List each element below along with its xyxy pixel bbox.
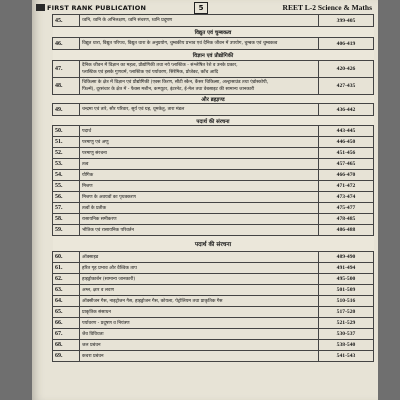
chapter-topic-line: हाइड्रोकार्बन (सामान्य जानकारी) — [82, 276, 136, 282]
chapter-topic-line: पर्यावरण - प्रदूषण व नियंत्रण — [82, 320, 130, 326]
contents-row — [53, 15, 374, 27]
contents-row — [53, 307, 374, 318]
page-range: 486-488 — [319, 225, 374, 236]
page-range: 501-509 — [319, 285, 374, 296]
page-range: 473-474 — [319, 192, 374, 203]
chapter-number: 57. — [53, 203, 80, 214]
chapter-topic — [80, 78, 319, 95]
chapter-topic — [80, 285, 319, 296]
section-heading: और ब्रह्माण्ड — [53, 95, 374, 104]
chapter-number: 54. — [53, 170, 80, 181]
page-range: 489-490 — [319, 252, 374, 263]
section-heading: विज्ञान एवं प्रौद्योगिकी — [53, 50, 374, 61]
chapter-topic-line: हरित गृह प्रभाव और वैश्विक ताप — [82, 265, 137, 271]
chapter-number: 64. — [53, 296, 80, 307]
chapter-topic-line: भौतिक एवं रासायनिक परिवर्तन — [82, 227, 134, 233]
page-range: 427-435 — [319, 78, 374, 95]
chapter-topic-line: ऑक्सीजन गैस, नाइट्रोजन गैस, हाइड्रोजन गैस, कोयला, पेट्रोलियम तथा प्राकृतिक गैस — [82, 298, 223, 304]
chapter-number: 47. — [53, 61, 80, 78]
page-range: 406-419 — [319, 38, 374, 50]
section-heading: पदार्थ की संरचना — [53, 116, 374, 126]
page-range: 491-494 — [319, 263, 374, 274]
chapter-topic-line: विद्युत धारा, विद्युत परिपथ, विद्युत धारा के अनुप्रयोग, चुम्बकीय प्रभाव एवं दैनिक जीवन में उपयोग, चुम्बक एवं चुम्बकत्व — [82, 41, 278, 46]
chapter-number: 50. — [53, 126, 80, 137]
chapter-topic-line: रासायनिक समीकरण — [82, 216, 117, 222]
chapter-topic-line: तत्व — [82, 161, 89, 167]
section-heading-row — [53, 50, 374, 61]
chapter-topic-line: फिल्में), दूरसंचार के क्षेत्र में - फैक्स मशीन, कम्प्यूटर, इंटरनेट, ई-मेल तथा वेबसाइट की सामान्य जानकारी — [82, 87, 255, 92]
section-heading-row — [53, 236, 374, 252]
contents-row — [53, 263, 374, 274]
chapter-topic-line: परमाणु संरचना — [82, 150, 107, 156]
chapter-topic — [80, 225, 319, 236]
contents-row — [53, 104, 374, 116]
chapter-topic — [80, 148, 319, 159]
chapter-number: 45. — [53, 15, 80, 27]
chapter-topic — [80, 351, 319, 362]
chapter-topic-line: चन्द्रमा एवं तारे, सौर परिवार, सूर्य एवं ग्रह, धूमकेतु, तारा मंडल — [82, 107, 185, 112]
page-range: 451-456 — [319, 148, 374, 159]
chapter-topic — [80, 318, 319, 329]
page-header — [34, 2, 376, 14]
publisher-name — [36, 4, 146, 12]
page-range: 457-465 — [319, 159, 374, 170]
page-range: 475-477 — [319, 203, 374, 214]
book-page — [32, 0, 378, 400]
chapter-topic-line: चिकित्सा के क्षेत्र में विज्ञान एवं प्रौद्योगिकी (एक्स किरण, सीटी स्कैन, कैंसर चिकित्सा, अल्ट्रासाउंड तथा एंडोस्कोपी, — [82, 80, 269, 85]
chapter-number: 66. — [53, 318, 80, 329]
chapter-number: 46. — [53, 38, 80, 50]
contents-row — [53, 203, 374, 214]
chapter-topic-line: ध्वनि, ध्वनि के अभिलक्षण, ध्वनि संचरण, ध्वनि प्रदूषण — [82, 18, 173, 23]
contents-row — [53, 181, 374, 192]
contents-row — [53, 351, 374, 362]
chapter-number: 52. — [53, 148, 80, 159]
page-range: 538-540 — [319, 340, 374, 351]
chapter-topic — [80, 126, 319, 137]
contents-row — [53, 274, 374, 285]
chapter-topic — [80, 252, 319, 263]
chapter-topic — [80, 181, 319, 192]
chapter-topic-line: तत्वों के प्रतीक — [82, 205, 106, 211]
page-range: 446-450 — [319, 137, 374, 148]
page-range: 471-472 — [319, 181, 374, 192]
section-heading-row — [53, 95, 374, 104]
chapter-topic — [80, 61, 319, 78]
page-range: 510-516 — [319, 296, 374, 307]
contents-row — [53, 192, 374, 203]
chapter-number: 53. — [53, 159, 80, 170]
chapter-topic-line: परमाणु एवं अणु — [82, 139, 109, 145]
page-range: 478-485 — [319, 214, 374, 225]
contents-row — [53, 126, 374, 137]
chapter-number: 56. — [53, 192, 80, 203]
page-range: 495-500 — [319, 274, 374, 285]
page-range: 399-405 — [319, 15, 374, 27]
contents-row — [53, 285, 374, 296]
chapter-topic — [80, 329, 319, 340]
page-range: 420-426 — [319, 61, 374, 78]
page-range: 443-445 — [319, 126, 374, 137]
chapter-topic-line: ऑक्साइड — [82, 254, 99, 260]
contents-row — [53, 340, 374, 351]
page-range: 530-537 — [319, 329, 374, 340]
chapter-number: 63. — [53, 285, 80, 296]
chapter-topic-line: मिश्रण — [82, 183, 93, 189]
section-heading: पदार्थ की संरचना — [53, 236, 374, 252]
chapter-number: 58. — [53, 214, 80, 225]
chapter-number: 65. — [53, 307, 80, 318]
chapter-topic — [80, 192, 319, 203]
chapter-number: 48. — [53, 78, 80, 95]
chapter-topic — [80, 15, 319, 27]
chapter-topic-line: पदार्थ — [82, 128, 92, 134]
chapter-number: 67. — [53, 329, 80, 340]
contents-row — [53, 329, 374, 340]
contents-row — [53, 137, 374, 148]
section-heading-row — [53, 27, 374, 38]
chapter-topic — [80, 38, 319, 50]
contents-row — [53, 38, 374, 50]
contents-row — [53, 225, 374, 236]
chapter-topic — [80, 104, 319, 116]
chapter-number: 51. — [53, 137, 80, 148]
publisher-logo-icon — [36, 4, 45, 11]
chapter-topic — [80, 274, 319, 285]
chapter-topic-line: दैनिक जीवन में विज्ञान का महत्व, प्रौद्योगिकी तथा नये प्लास्टिक - संश्लेषित रेशे व उनके प्रकार, — [82, 63, 238, 68]
chapter-topic-line: प्राकृतिक संसाधन — [82, 309, 111, 315]
page-range: 541-543 — [319, 351, 374, 362]
chapter-topic-line: जैव विविधता — [82, 331, 104, 337]
contents-body — [53, 15, 374, 362]
publisher-label: FIRST RANK PUBLICATION — [47, 4, 147, 12]
page-number: 5 — [194, 2, 208, 14]
contents-row — [53, 78, 374, 95]
chapter-topic-line: अम्ल, क्षार व लवण — [82, 287, 114, 293]
section-heading-row — [53, 116, 374, 126]
chapter-number: 69. — [53, 351, 80, 362]
contents-table — [52, 14, 374, 362]
contents-row — [53, 214, 374, 225]
chapter-topic-line: प्लास्टिक एवं इसके गुणधर्म, प्लास्टिक एवं पर्यावरण, सिरेमिक, प्रोजेक्ट, काँच आदि — [82, 70, 219, 75]
chapter-number: 68. — [53, 340, 80, 351]
contents-row — [53, 296, 374, 307]
book-title: REET L-2 Science & Maths — [282, 3, 372, 12]
chapter-number: 60. — [53, 252, 80, 263]
chapter-topic — [80, 340, 319, 351]
chapter-topic — [80, 263, 319, 274]
chapter-topic-line: जल प्रबंधन — [82, 342, 101, 348]
chapter-topic — [80, 296, 319, 307]
chapter-topic — [80, 170, 319, 181]
chapter-topic — [80, 137, 319, 148]
page-range: 436-442 — [319, 104, 374, 116]
page-range: 517-520 — [319, 307, 374, 318]
chapter-topic — [80, 307, 319, 318]
chapter-topic-line: मिश्रण के अवयवों का पृथक्करण — [82, 194, 136, 200]
chapter-number: 62. — [53, 274, 80, 285]
chapter-number: 61. — [53, 263, 80, 274]
chapter-topic-line: कचरा प्रबंधन — [82, 353, 104, 359]
page-range: 521-529 — [319, 318, 374, 329]
contents-row — [53, 148, 374, 159]
contents-row — [53, 61, 374, 78]
chapter-topic — [80, 214, 319, 225]
page-range: 466-470 — [319, 170, 374, 181]
chapter-topic-line: यौगिक — [82, 172, 94, 178]
contents-row — [53, 318, 374, 329]
section-heading: विद्युत एवं चुम्बकत्व — [53, 27, 374, 38]
chapter-topic — [80, 203, 319, 214]
contents-row — [53, 170, 374, 181]
chapter-number: 49. — [53, 104, 80, 116]
chapter-topic — [80, 159, 319, 170]
chapter-number: 59. — [53, 225, 80, 236]
contents-row — [53, 159, 374, 170]
chapter-number: 55. — [53, 181, 80, 192]
contents-row — [53, 252, 374, 263]
